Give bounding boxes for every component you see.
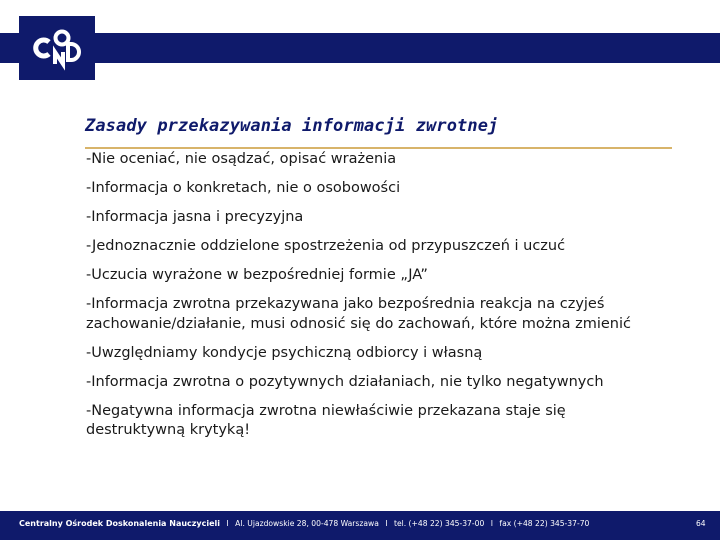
footer-phone: tel. (+48 22) 345-37-00 (393, 519, 485, 528)
title-underline (85, 147, 672, 149)
bullet-item: -Uczucia wyrażone w bezpośredniej formie „JA” (86, 267, 428, 283)
footer-organization: Centralny Ośrodek Doskonalenia Nauczycieli (19, 519, 221, 528)
bullet-item: -Informacja zwrotna przekazywana jako bezpośrednia reakcja na czyjeś zachowanie/działanie, musi odnosić się do zachowań, które można zmienić (86, 296, 631, 332)
bullet-item: -Informacja jasna i precyzyjna (86, 209, 304, 225)
codn-logo (19, 16, 95, 80)
footer-fax: fax (+48 22) 345-37-70 (499, 519, 590, 528)
bullet-item: -Uwzględniamy kondycje psychiczną odbiorcy i własną (86, 344, 483, 361)
bullet-item: -Nie oceniać, nie osądzać, opisać wrażenia (86, 151, 397, 167)
footer-separator: I (385, 519, 388, 528)
bullet-item: -Informacja zwrotna o pozytywnych działaniach, nie tylko negatywnych (86, 373, 604, 390)
slide-title: Zasady przekazywania informacji zwrotnej (85, 116, 499, 136)
footer-separator: I (226, 519, 229, 528)
bullet-list (86, 150, 646, 450)
bullet-item: -Negatywna informacja zwrotna niewłaściwie przekazana staje się destruktywną krytyką! (86, 402, 566, 438)
codn-logo-icon (19, 16, 95, 80)
page-number: 64 (696, 519, 706, 528)
footer-separator: I (490, 519, 493, 528)
footer-address: Al. Ujazdowskie 28, 00-478 Warszawa (235, 519, 379, 528)
header-bar (0, 33, 720, 63)
bullet-item: -Jednoznacznie oddzielone spostrzeżenia od przypuszczeń i uczuć (86, 238, 566, 254)
bullet-item: -Informacja o konkretach, nie o osobowości (86, 180, 401, 196)
footer-info (19, 519, 589, 528)
